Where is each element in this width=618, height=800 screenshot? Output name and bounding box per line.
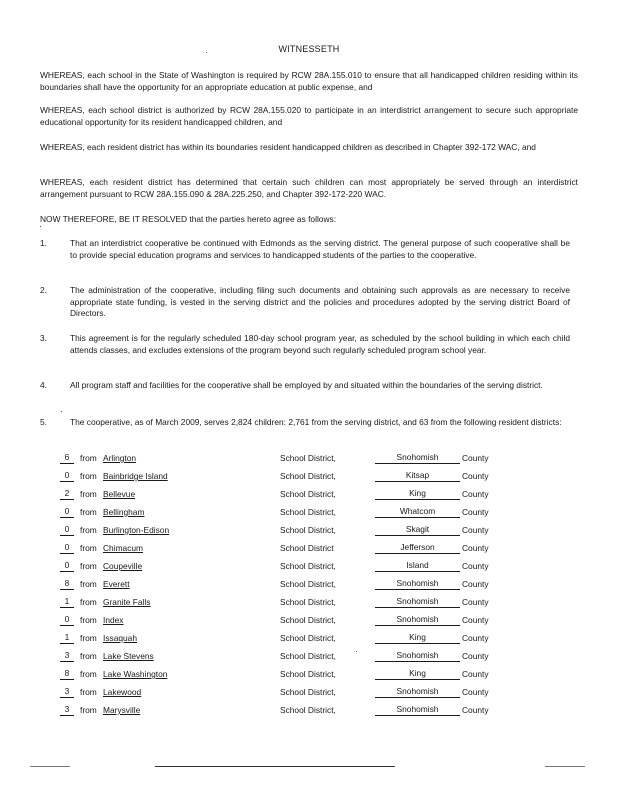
county-name: Island [375, 560, 460, 572]
district-name: Coupeville [103, 561, 143, 571]
district-row [0, 632, 618, 644]
county-label: County [462, 615, 489, 625]
item-text: The cooperative, as of March 2009, serves 2,824 children: 2,761 from the serving district, and 63 from the following resident districts: [70, 417, 562, 427]
student-count: 1 [60, 596, 74, 608]
district-row [0, 578, 618, 590]
district-name: Marysville [103, 705, 141, 715]
document-title: WITNESSETH [278, 44, 340, 54]
from-label: from [80, 489, 97, 499]
county-label: County [462, 525, 489, 535]
student-count: 8 [60, 578, 74, 590]
county-name: Snohomish [375, 650, 460, 662]
district-name: Everett [103, 579, 130, 589]
item-text: The administration of the cooperative, including filing such documents and obtaining such approvals as are necessary to receive appropriate state funding, is vested in the serving district and the policies and procedures adopted by the serving district Board of Directors. [70, 285, 570, 318]
scan-artifact-line [545, 766, 585, 767]
district-name: Chimacum [103, 543, 144, 553]
county-name: King [375, 488, 460, 500]
student-count: 3 [60, 704, 74, 716]
county-name: Snohomish [375, 686, 460, 698]
county-name: Whatcom [375, 506, 460, 518]
county-name: Snohomish [375, 704, 460, 716]
district-name: Granite Falls [103, 597, 151, 607]
school-district-label: School District, [280, 687, 336, 697]
student-count: 2 [60, 488, 74, 500]
school-district-label: School District, [280, 633, 336, 643]
county-name: Snohomish [375, 596, 460, 608]
from-label: from [80, 705, 97, 715]
scan-speck [61, 411, 62, 412]
from-label: from [80, 453, 97, 463]
district-row [0, 452, 618, 464]
district-row [0, 560, 618, 572]
student-count: 0 [60, 542, 74, 554]
from-label: from [80, 507, 97, 517]
district-row [0, 596, 618, 608]
resolved-statement: NOW THEREFORE, BE IT RESOLVED that the parties hereto agree as follows: [40, 214, 337, 224]
district-name: Index [103, 615, 124, 625]
district-row [0, 686, 618, 698]
whereas-paragraph-4: WHEREAS, each resident district has determined that certain such children can most appropriately be served through an interdistrict arrangement pursuant to RCW 28A.155.090 & 28A.225.250, and Chapter 392-172-220 WAC. [40, 177, 578, 199]
district-name: Lakewood [103, 687, 142, 697]
school-district-label: School District, [280, 597, 336, 607]
scan-speck [356, 651, 357, 652]
student-count: 3 [60, 650, 74, 662]
student-count: 0 [60, 560, 74, 572]
item-text: That an interdistrict cooperative be continued with Edmonds as the serving district. The general purpose of such cooperative shall be to provide special education programs and services to handicapped students of the parties to the cooperative. [70, 238, 570, 260]
county-label: County [462, 669, 489, 679]
county-label: County [462, 471, 489, 481]
county-name: Snohomish [375, 452, 460, 464]
county-name: King [375, 632, 460, 644]
student-count: 6 [60, 452, 74, 464]
county-label: County [462, 489, 489, 499]
school-district-label: School District, [280, 561, 336, 571]
item-text: This agreement is for the regularly scheduled 180-day school program year, as scheduled by the school building in which each child attends classes, and excludes extensions of the program beyond such regularly scheduled program school year. [70, 333, 570, 355]
whereas-paragraph-1: WHEREAS, each school in the State of Washington is required by RCW 28A.155.010 to ensure that all handicapped children residing within its boundaries shall have the opportunity for an appropriate education at public expense, and [40, 70, 578, 92]
scan-speck [206, 52, 207, 53]
county-label: County [462, 579, 489, 589]
from-label: from [80, 471, 97, 481]
district-name: Issaquah [103, 633, 137, 643]
item-number: 1. [40, 238, 47, 248]
school-district-label: School District [280, 543, 334, 553]
county-name: Kitsap [375, 470, 460, 482]
county-label: County [462, 561, 489, 571]
county-label: County [462, 507, 489, 517]
county-label: County [462, 543, 489, 553]
district-name: Arlington [103, 453, 137, 463]
from-label: from [80, 561, 97, 571]
item-number: 5. [40, 417, 47, 427]
item-text: All program staff and facilities for the cooperative shall be employed by and situated within the boundaries of the serving district. [70, 380, 543, 390]
county-label: County [462, 633, 489, 643]
student-count: 3 [60, 686, 74, 698]
from-label: from [80, 633, 97, 643]
school-district-label: School District, [280, 579, 336, 589]
student-count: 0 [60, 506, 74, 518]
whereas-paragraph-2: WHEREAS, each school district is authorized by RCW 28A.155.020 to participate in an interdistrict arrangement to secure such appropriate educational opportunity for its resident handicapped children, and [40, 105, 578, 127]
district-row [0, 704, 618, 716]
county-name: Skagit [375, 524, 460, 536]
from-label: from [80, 615, 97, 625]
item-number: 4. [40, 380, 47, 390]
from-label: from [80, 687, 97, 697]
from-label: from [80, 597, 97, 607]
district-row [0, 614, 618, 626]
district-row [0, 470, 618, 482]
from-label: from [80, 651, 97, 661]
district-name: Lake Stevens [103, 651, 154, 661]
county-name: Snohomish [375, 614, 460, 626]
school-district-label: School District, [280, 669, 336, 679]
scan-artifact-line [30, 766, 70, 767]
district-name: Bellingham [103, 507, 145, 517]
district-row [0, 668, 618, 680]
from-label: from [80, 543, 97, 553]
from-label: from [80, 525, 97, 535]
student-count: 0 [60, 614, 74, 626]
whereas-paragraph-3: WHEREAS, each resident district has within its boundaries resident handicapped children as described in Chapter 392-172 WAC, and [40, 142, 536, 152]
district-row [0, 506, 618, 518]
county-label: County [462, 705, 489, 715]
county-label: County [462, 453, 489, 463]
county-name: Snohomish [375, 578, 460, 590]
item-number: 2. [40, 285, 47, 295]
from-label: from [80, 579, 97, 589]
district-name: Bellevue [103, 489, 136, 499]
district-name: Burlington-Edison [103, 525, 170, 535]
school-district-label: School District, [280, 525, 336, 535]
student-count: 1 [60, 632, 74, 644]
district-name: Lake Washington [103, 669, 168, 679]
county-label: County [462, 687, 489, 697]
district-row [0, 542, 618, 554]
item-number: 3. [40, 333, 47, 343]
school-district-label: School District, [280, 705, 336, 715]
district-row [0, 524, 618, 536]
school-district-label: School District, [280, 489, 336, 499]
from-label: from [80, 669, 97, 679]
scan-artifact-line [155, 766, 395, 767]
school-district-label: School District, [280, 471, 336, 481]
scan-speck [40, 226, 41, 227]
student-count: 0 [60, 470, 74, 482]
student-count: 8 [60, 668, 74, 680]
county-label: County [462, 597, 489, 607]
school-district-label: School District, [280, 507, 336, 517]
district-row [0, 488, 618, 500]
district-row [0, 650, 618, 662]
student-count: 0 [60, 524, 74, 536]
county-name: Jefferson [375, 542, 460, 554]
county-name: King [375, 668, 460, 680]
school-district-label: School District, [280, 615, 336, 625]
school-district-label: School District, [280, 651, 336, 661]
county-label: County [462, 651, 489, 661]
district-name: Bainbridge Island [103, 471, 168, 481]
school-district-label: School District, [280, 453, 336, 463]
